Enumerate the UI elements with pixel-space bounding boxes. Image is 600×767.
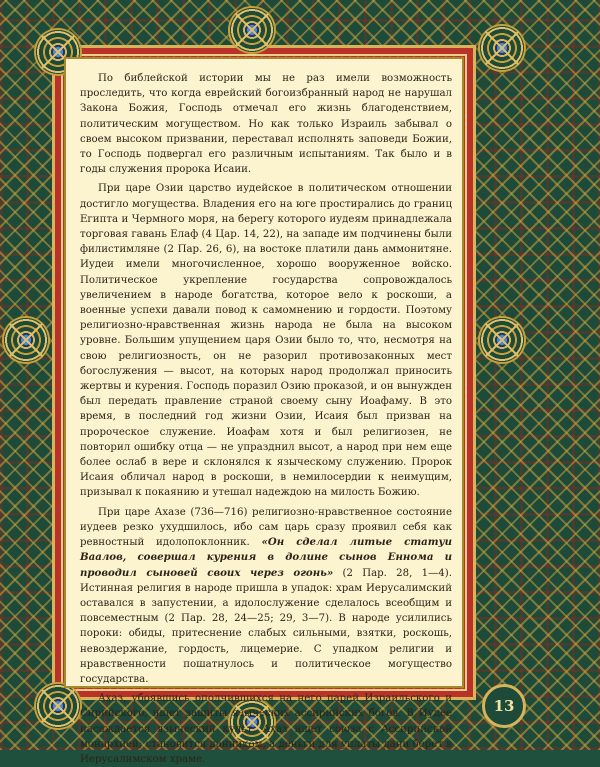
scripture-quote: «Он сделал литые статуи Ваалов, совершал курения в долине сынов Еннома и проводил сыновей своих через огонь» xyxy=(80,536,452,579)
text-panel xyxy=(64,57,464,765)
medallion-left-middle-icon xyxy=(4,318,48,362)
paragraph-4: Ахаз, убоявшись ополчившихся на него царей Израильского и Сирийского, ищет защиты языческих ассирийских богов. В Иудее насаждается языческий культ. Ахаз ищет союза с Ассирийской монархией; становится данником, а деньги для уплаты дани берет в Иерусалимском храме. xyxy=(80,693,452,765)
paragraph-2: При царе Озии царство иудейское в политическом отношении достигло могущества. Владения его на юге простирались до границ Египта и Чермного моря, на берегу которого иудеям принадлежала торговая гавань Елаф (4 Цар. 14, 22), на западе им подчинены были филистимляне (2 Пар. 26, 6), на востоке платили дань аммонитяне. Иудеи имели многочисленное, хорошо вооруженное войско. Политическое укрепление государства сопровождалось увеличением в народе богатства, которое вело к роскоши, а военные успехи давали повод к самомнению и гордости. Поэтому религиозно-нравственная жизнь народа не была на высоком уровне. Большим упущением царя Озии было то, что, несмотря на свою религиозность, он не разорил противозаконных мест богослужения — высот, на которых народ продолжал приносить жертвы и курения. Господь поразил Озию проказой, и он вынужден был передать правление страной своему сыну Иоафаму. В это время, в последний год жизни Озии, Исаия был призван на пророческое служение. Иоафам хотя и был религиозен, не повторил ошибку отца — не упразднил высот, а народ при нем еще более ослаб в вере и склонялся к языческому служению. Пророк Исаия обличал народ в роскоши, в немилосердии к неимущим, призывал к покаянию и утешал надеждою на милость Божию. xyxy=(80,183,452,499)
medallion-right-middle-icon xyxy=(480,318,524,362)
medallion-bottom-left-icon xyxy=(36,684,80,728)
paragraph-3-after: (2 Пар. 28, 1—4). Истинная религия в народе пришла в упадок: храм Иерусалимский оставался в запустении, а идолослужение сделалось всеобщим и повсеместным (2 Пар. 28, 24—25; 29, 3—7). В народе усилились пороки: обиды, притеснение слабых сильными, взятки, роскошь, невоздержание, гордость, лицемерие. С упадком религии и нравственности пошатнулось и политическое могущество государства. xyxy=(80,567,452,685)
paragraph-1: По библейской истории мы не раз имели возможность проследить, что когда еврейский богоизбранный народ не нарушал Закона Божия, Господь отмечал его жизнь благоденствием, политическим могуществом. Но как только Израиль забывал о своем высоком призвании, переставал исполнять заповеди Божии, то Господь подвергал его различным испытаниям. Так было и в годы служения пророка Исаии. xyxy=(80,73,452,176)
paragraph-3-before: При царе Ахазе (736—716) религиозно-нравственное состояние иудеев резко ухудшилось, ибо сам царь сразу проявил себя как ревностный идолопоклонник. xyxy=(80,506,452,549)
medallion-top-center-icon xyxy=(230,8,274,52)
medallion-top-right-icon xyxy=(480,26,524,70)
page-number: 13 xyxy=(482,684,526,728)
paragraph-3 xyxy=(80,505,452,687)
